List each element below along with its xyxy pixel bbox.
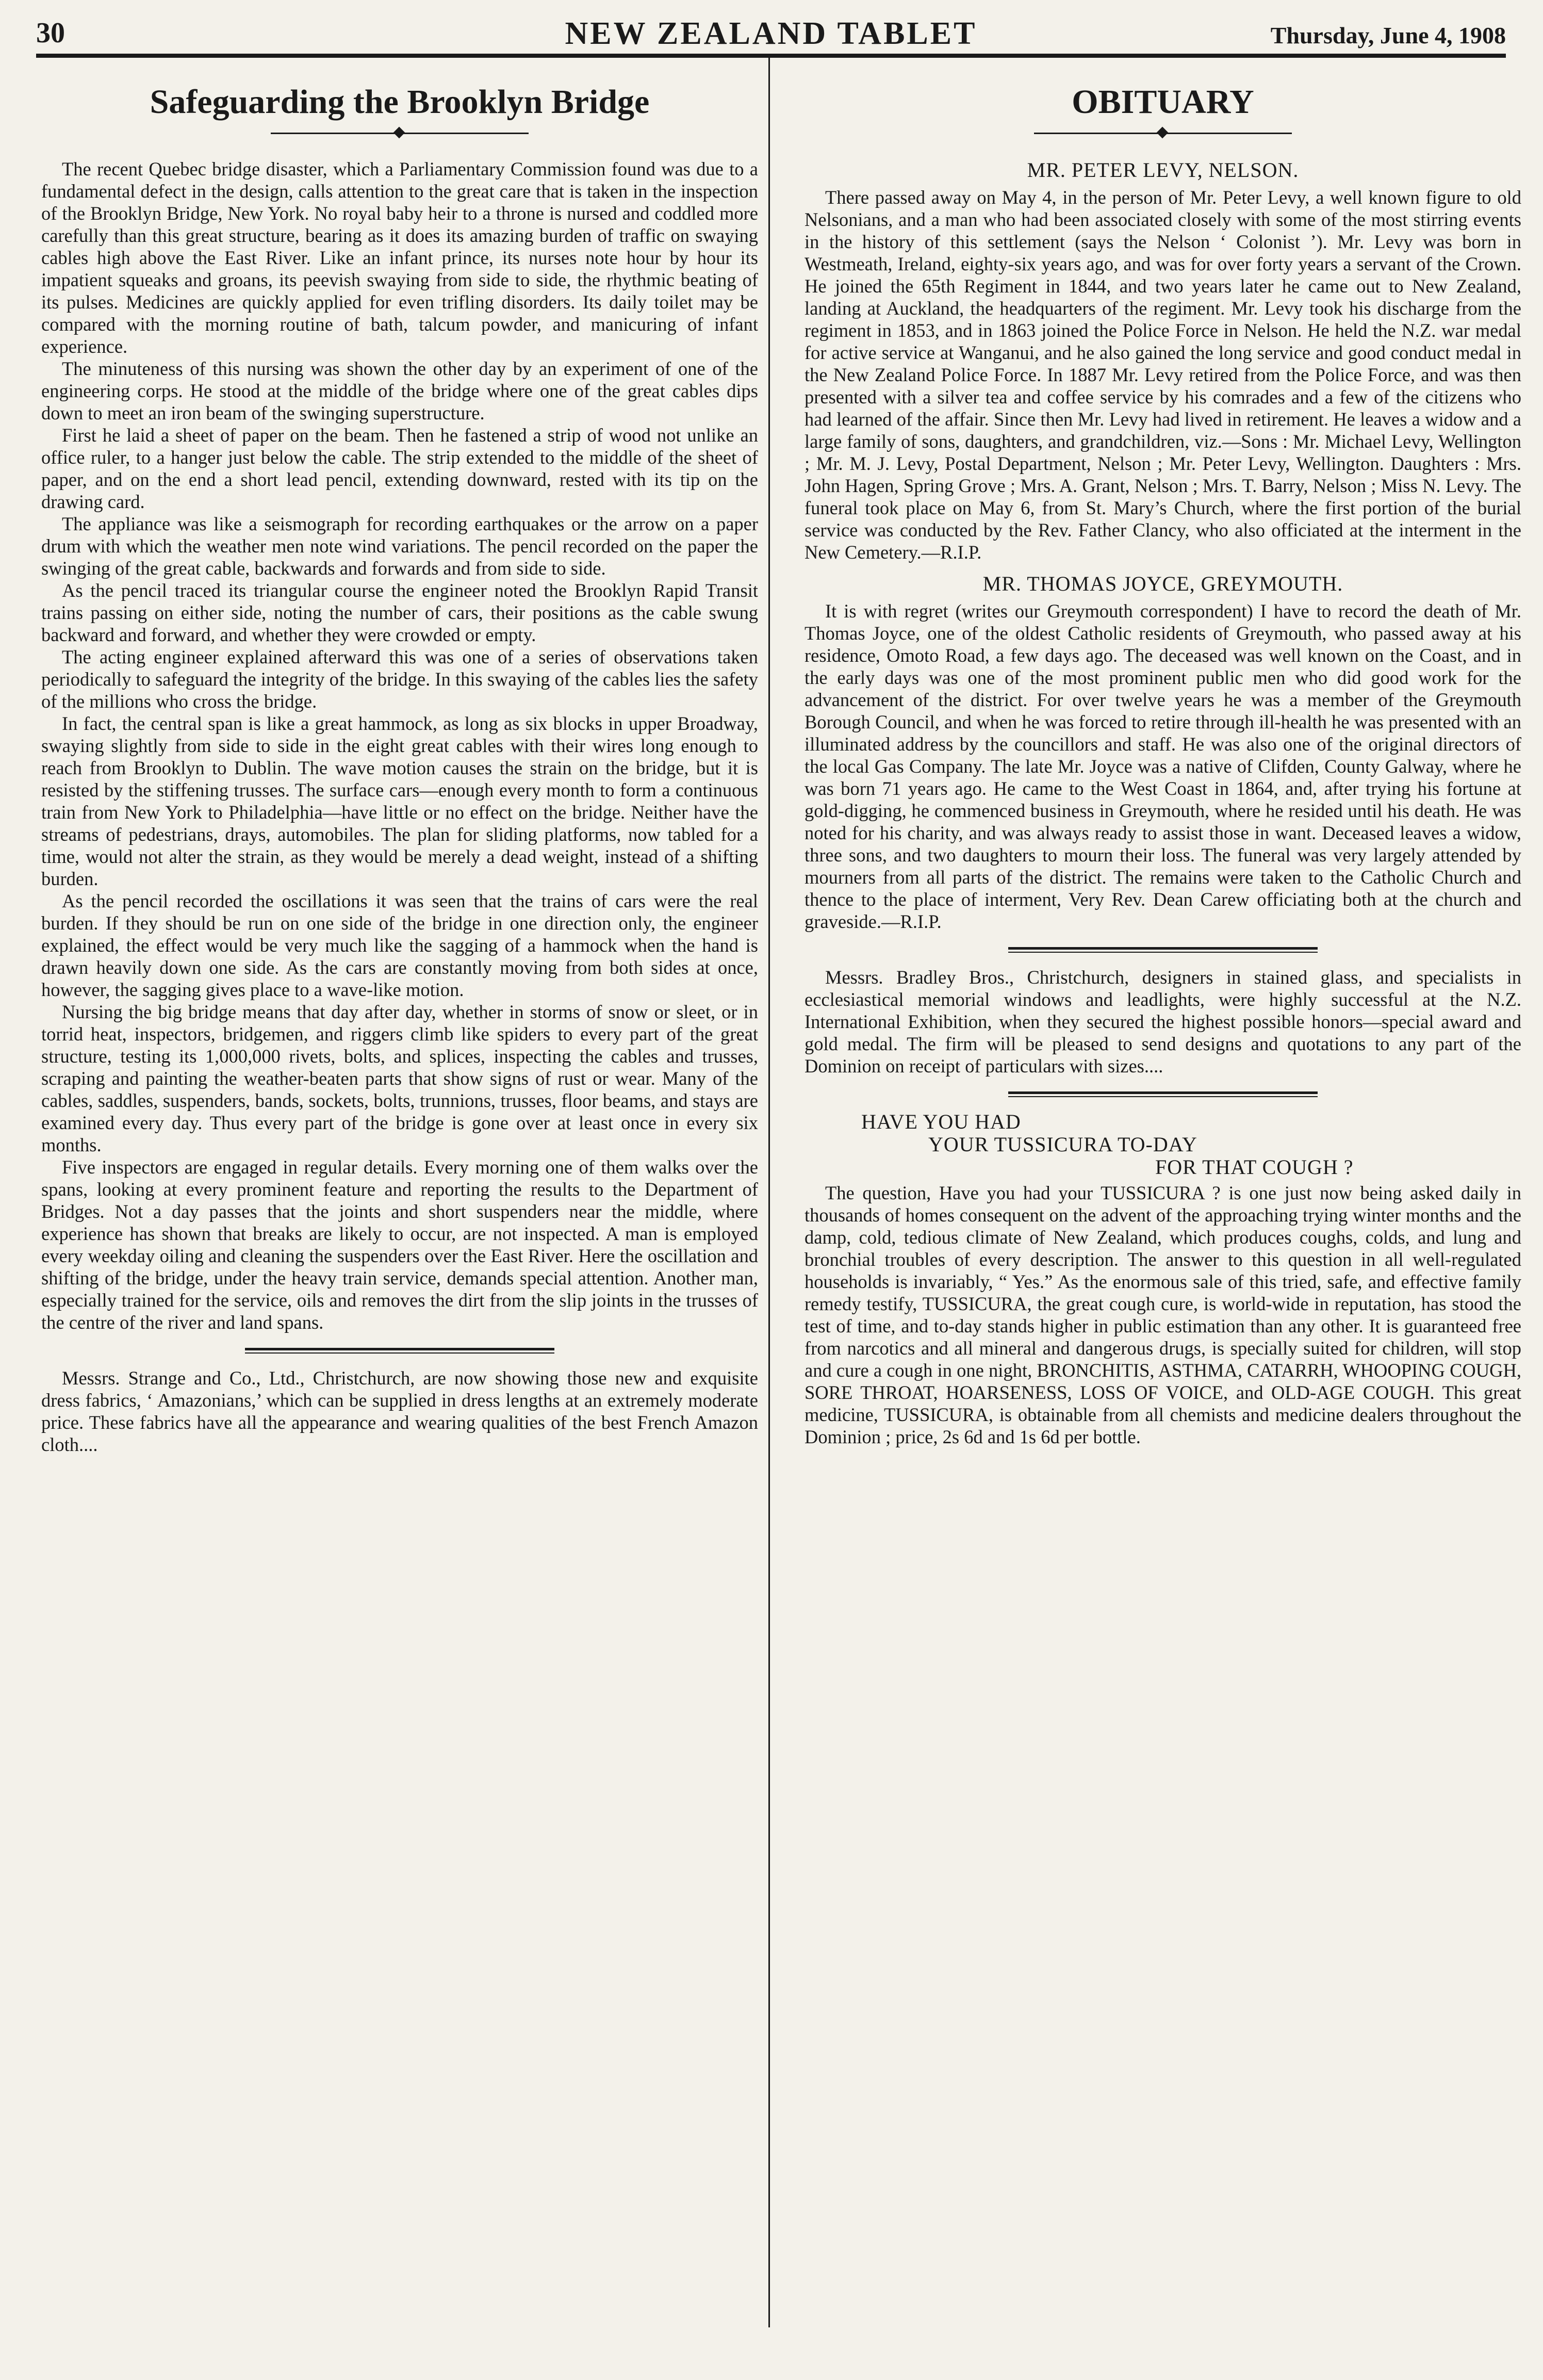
obituary-joyce-title: MR. THOMAS JOYCE, GREYMOUTH.: [982, 572, 1343, 595]
header-rule: [36, 54, 1506, 58]
obituary-joyce-text: It is with regret (writes our Greymouth correspondent) I have to record the death of Mr. Thomas Joyce, one of the oldest Catholic residents of Greymouth, who passed away at his residence, Omoto Road, a few days ago. The deceased was well known on the Coast, and in the early days was one of the most prominent public men who did good work for the advancement of the district. For over twelve years he was a member of the Greymouth Borough Council, and when he was forced to retire through ill-health he was presented with an illuminated address by the councillors and staff. He was also one of the original directors of the local Gas Company. The late Mr. Joyce was a native of Clifden, County Galway, where he was born 71 years ago. He came to the West Coast in 1864, and, after trying his fortune at gold-digging, he commenced business in Greymouth, where he resided until his death. He was noted for his charity, and was always ready to assist those in want. Deceased leaves a widow, three sons, and two daughters to mourn their loss. The funeral was very largely attended by mourners from all parts of the district. The remains were taken to the Catholic Church and thence to the place of interment, Very Rev. Dean Carew officiating both at the church and graveside.—R.I.P.: [805, 600, 1521, 932]
paragraph: The appliance was like a seismograph for recording earthquakes or the arrow on a paper drum with which the weather men note wind variations. The pencil recorded on the paper the swinging of the great cable, backwards and forwards and from side to side.: [41, 513, 758, 579]
paragraph: The recent Quebec bridge disaster, which a Parliamentary Commission found was due to a fundamental defect in the design, calls attention to the great care that is taken in the inspection of the Brooklyn Bridge, New York. No royal baby heir to a throne is nursed and coddled more carefully than this great structure, bearing as it does its amazing burden of traffic on swaying cables high above the East River. Like an infant prince, its nurses note hour by hour its impatient squeaks and groans, its peevish swaying from side to side, the rhythmic beating of its pulses. Medicines are quickly applied for even trifling disorders. Its daily toilet may be compared with the morning routine of bath, talcum powder, and manicuring of infant experience.: [41, 158, 758, 357]
advertisement-bradley: Messrs. Bradley Bros., Christchurch, designers in stained glass, and specialists in ecclesiastical memorial windows and leadlights, were highly successful at the N.Z. International Exhibition, when they secured the highest possible honors—special award and gold medal. The firm will be pleased to send designs and quotations to any part of the Dominion on receipt of particulars with sizes....: [805, 967, 1521, 1077]
page-number: 30: [36, 17, 65, 49]
section-rule: [245, 1348, 554, 1354]
diamond-rule: [271, 128, 529, 138]
advertisement-tussicura: The question, Have you had your TUSSICURA ? is one just now being asked daily in thousands of homes consequent on the advent of the approaching trying winter months and the damp, cold, tedious climate of New Zealand, which produces coughs, colds, and lung and bronchial troubles of every description. The answer to this question in all well-regulated households is invariably, “ Yes.” As the enormous sale of this tried, safe, and effective family remedy testify, TUSSICURA, the great cough cure, is world-wide in reputation, has stood the test of time, and to-day stands higher in public estimation than any other. It is guaranteed free from narcotics and all mineral and dangerous drugs, is specially suited for children, will stop and cure a cough in one night, BRONCHITIS, ASTHMA, CATARRH, WHOOPING COUGH, SORE THROAT, HOARSENESS, LOSS OF VOICE, and OLD-AGE COUGH. This great medicine, TUSSICURA, is obtainable from all chemists and medicine dealers throughout the Dominion ; price, 2s 6d and 1s 6d per bottle.: [805, 1182, 1521, 1447]
left-column: [41, 77, 758, 1456]
diamond-rule: [1034, 128, 1292, 138]
paragraph: In fact, the central span is like a great hammock, as long as six blocks in upper Broadway, swaying slightly from side to side in the eight great cables with their wires long enough to reach from Brooklyn to Dublin. The wave motion causes the strain on the bridge, but it is resisted by the stiffening trusses. The surface cars—enough every month to form a continuous train from New York to Philadelphia—have little or no effect on the bridge. Neither have the streams of pedestrians, drays, automobiles. The plan for sliding platforms, now tabled for a time, would not alter the strain, as they would be merely a dead weight, instead of a shifting burden.: [41, 713, 758, 889]
paragraph: As the pencil recorded the oscillations it was seen that the trains of cars were the real burden. If they should be run on one side of the bridge in one direction only, the engineer explained, the effect would be very much like the sagging of a hammock when the hand is drawn heavily down one side. As the cars are constantly moving from both sides at once, however, the sagging gives place to a wave-like motion.: [41, 890, 758, 1000]
issue-date: Thursday, June 4, 1908: [1270, 22, 1506, 48]
obituary-levy-title: MR. PETER LEVY, NELSON.: [1027, 158, 1299, 182]
paragraph: The minuteness of this nursing was shown the other day by an experiment of one of the engineering corps. He stood at the middle of the bridge where one of the great cables dips down to meet an iron beam of the swinging superstructure.: [41, 358, 758, 423]
tussicura-heading: HAVE YOU HAD YOUR TUSSICURA TO-DAY FOR THAT COUGH ?: [861, 1110, 1354, 1179]
section-rule: [1008, 947, 1318, 953]
paragraph: Five inspectors are engaged in regular details. Every morning one of them walks over the spans, looking at every prominent feature and reporting the results to the Department of Bridges. Not a day passes that the joints and short suspenders near the middle, where experience has shown that breaks are likely to occur, are not inspected. A man is employed every weekday oiling and cleaning the suspenders over the East River. Here the oscillation and shifting of the bridge, under the heavy train service, demands special attention. Another man, especially trained for the service, oils and removes the dirt from the slip joints in the trusses of the centre of the river and land spans.: [41, 1156, 758, 1333]
article-heading-brooklyn: Safeguarding the Brooklyn Bridge: [150, 83, 650, 121]
obituary-levy-text: There passed away on May 4, in the person of Mr. Peter Levy, a well known figure to old Nelsonians, and a man who had been associated closely with some of the most stirring events in the history of this settlement (says the Nelson ‘ Colonist ’). Mr. Levy was born in Westmeath, Ireland, eighty-six years ago, and was for over forty years a servant of the Crown. He joined the 65th Regiment in 1844, and two years later he came out to New Zealand, landing at Auckland, the headquarters of the regiment. Mr. Levy took his discharge from the regiment in 1853, and in 1863 joined the Police Force in Nelson. He held the N.Z. war medal for active service at Wanganui, and he also gained the long service and good conduct medal in the New Zealand Police Force. In 1887 Mr. Levy retired from the Police Force, and was then presented with a silver tea and coffee service by his comrades and a few of the citizens who had learned of the affair. Since then Mr. Levy had lived in retirement. He leaves a widow and a large family of sons, daughters, and grandchildren, viz.—Sons : Mr. Michael Levy, Wellington ; Mr. M. J. Levy, Postal Department, Nelson ; Mr. Peter Levy, Wellington. Daughters : Mrs. John Hagen, Spring Grove ; Mrs. A. Grant, Nelson ; Mrs. T. Barry, Nelson ; Miss N. Levy. The funeral took place on May 6, from St. Mary’s Church, where the first portion of the burial service was conducted by the Rev. Father Clancy, who also officiated at the interment in the New Cemetery.—R.I.P.: [805, 187, 1521, 563]
obituary-heading: OBITUARY: [1072, 83, 1254, 121]
paragraph: As the pencil traced its triangular course the engineer noted the Brooklyn Rapid Transit trains passing on either side, noting the number of cars, their positions as the cable swung backward and forward, and whether they were crowded or empty.: [41, 580, 758, 645]
right-column: [805, 77, 1521, 1448]
section-rule: [1008, 1091, 1318, 1097]
paragraph: First he laid a sheet of paper on the beam. Then he fastened a strip of wood not unlike an office ruler, to a hanger just below the cable. The strip extended to the middle of the sheet of paper, and on the end a short lead pencil, extending downward, rested with its tip on the drawing card.: [41, 425, 758, 512]
page-header: [36, 15, 1506, 52]
paragraph: Nursing the big bridge means that day after day, whether in storms of snow or sleet, or in torrid heat, inspectors, bridgemen, and riggers climb like spiders to every part of the great structure, testing its 1,000,000 rivets, bolts, and splices, inspecting the cables and trusses, scraping and painting the weather-beaten parts that show signs of rust or wear. Many of the cables, saddles, suspenders, bands, sockets, bolts, trunnions, trusses, floor beams, and stays are examined every day. Thus every part of the bridge is gone over at least once in every six months.: [41, 1001, 758, 1155]
paragraph: The acting engineer explained afterward this was one of a series of observations taken periodically to safeguard the integrity of the bridge. In this swaying of the cables lies the safety of the millions who cross the bridge.: [41, 646, 758, 712]
column-divider: [768, 58, 770, 2327]
newspaper-title: NEW ZEALAND TABLET: [565, 16, 977, 51]
advertisement-strange: Messrs. Strange and Co., Ltd., Christchurch, are now showing those new and exquisite dress fabrics, ‘ Amazonians,’ which can be supplied in dress lengths at an extremely moderate price. These fabrics have all the appearance and wearing qualities of the best French Amazon cloth....: [41, 1367, 758, 1455]
